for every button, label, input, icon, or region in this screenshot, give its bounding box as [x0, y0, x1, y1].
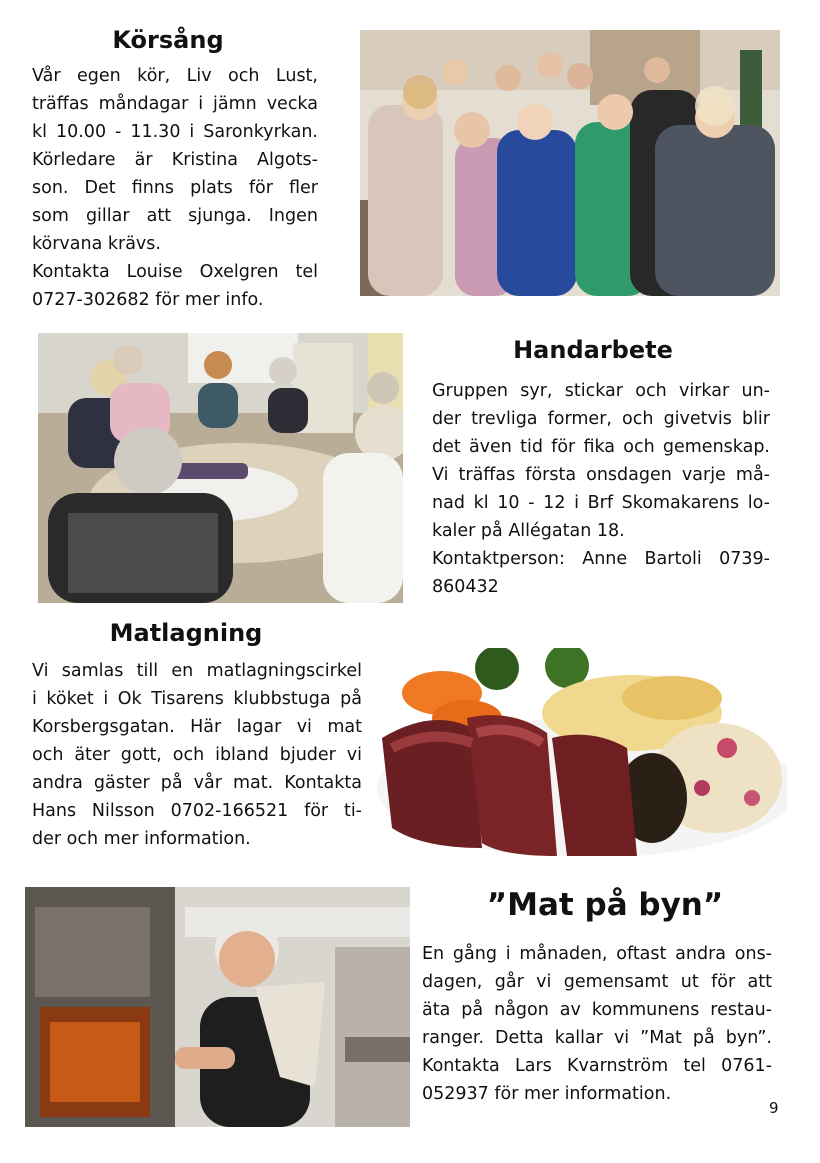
- text-line: son. Det finns plats för fler: [32, 178, 318, 198]
- handicraft-photo: [38, 333, 403, 603]
- chef-photo: [25, 887, 410, 1127]
- text-line: der och mer information.: [32, 829, 251, 849]
- matlagning-heading: Matlagning: [109, 619, 263, 647]
- text-line: i köket i Ok Tisarens klubbstuga på: [32, 689, 362, 709]
- text-line: kl 10.00 - 11.30 i Saronkyrkan.: [32, 122, 318, 142]
- text-line: det även tid för fika och gemenskap.: [432, 437, 770, 457]
- text-line: äta på någon av kommunens restau-: [422, 1000, 772, 1020]
- text-line: Kontakta Louise Oxelgren tel: [32, 262, 318, 282]
- text-line: 052937 för mer information.: [422, 1084, 672, 1104]
- text-line: Gruppen syr, stickar och virkar un-: [432, 381, 770, 401]
- text-line: Vi träffas första onsdagen varje må-: [432, 465, 770, 485]
- choir-photo: [360, 30, 780, 296]
- page-number: 9: [769, 1099, 779, 1117]
- handarbete-text: [432, 377, 770, 601]
- text-line: 0727-302682 för mer info.: [32, 290, 264, 310]
- text-line: Hans Nilsson 0702-166521 för ti-: [32, 801, 362, 821]
- text-line: kaler på Allégatan 18.: [432, 521, 625, 541]
- text-line: Kontaktperson: Anne Bartoli 0739-: [432, 549, 770, 569]
- food-photo: [372, 648, 787, 856]
- korsang-text: [32, 62, 318, 314]
- text-line: och äter gott, och ibland bjuder vi: [32, 745, 362, 765]
- text-line: En gång i månaden, oftast andra ons-: [422, 944, 772, 964]
- text-line: ranger. Detta kallar vi ”Mat på byn”.: [422, 1028, 772, 1048]
- text-line: träffas måndagar i jämn vecka: [32, 94, 318, 114]
- text-line: der trevliga former, och givetvis blir: [432, 409, 770, 429]
- mat-pa-byn-heading: ”Mat på byn”: [486, 887, 724, 923]
- text-line: Vi samlas till en matlagningscirkel: [32, 661, 362, 681]
- matlagning-text: [32, 657, 362, 853]
- text-line: körvana krävs.: [32, 234, 161, 254]
- text-line: nad kl 10 - 12 i Brf Skomakarens lo-: [432, 493, 770, 513]
- text-line: 860432: [432, 577, 499, 597]
- mat-pa-byn-text: [422, 940, 772, 1108]
- korsang-heading: Körsång: [112, 26, 224, 54]
- text-line: Kontakta Lars Kvarnström tel 0761-: [422, 1056, 772, 1076]
- text-line: Vår egen kör, Liv och Lust,: [32, 66, 318, 86]
- text-line: Körledare är Kristina Algots-: [32, 150, 318, 170]
- text-line: som gillar att sjunga. Ingen: [32, 206, 318, 226]
- text-line: dagen, går vi gemensamt ut för att: [422, 972, 772, 992]
- text-line: andra gäster på vår mat. Kontakta: [32, 773, 362, 793]
- text-line: Korsbergsgatan. Här lagar vi mat: [32, 717, 362, 737]
- handarbete-heading: Handarbete: [513, 336, 673, 364]
